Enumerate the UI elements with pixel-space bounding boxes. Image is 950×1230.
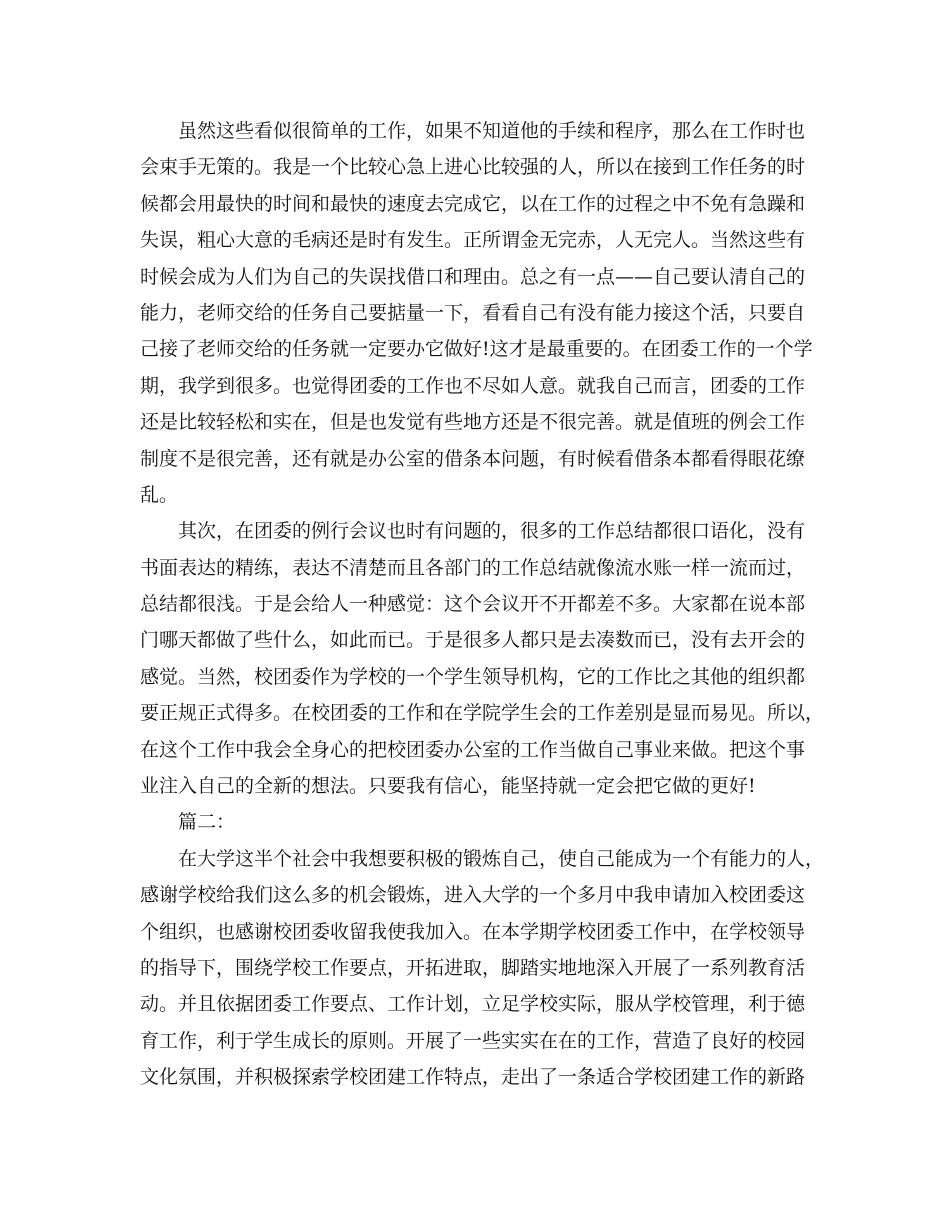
text-line: 育工作，利于学生成长的原则。开展了一些实实在在的工作，营造了良好的校园 xyxy=(140,1029,806,1052)
document-body xyxy=(140,113,825,1096)
text-line: 门哪天都做了些什么，如此而已。于是很多人都只是去凑数而已，没有去开会的 xyxy=(140,629,806,652)
text-line: 乱。 xyxy=(140,483,179,506)
text-line: 在这个工作中我会全身心的把校团委办公室的工作当做自己事业来做。把这个事 xyxy=(140,738,806,761)
text-line: 个组织，也感谢校团委收留我使我加入。在本学期学校团委工作中，在学校领导 xyxy=(140,920,806,943)
text-line: 感觉。当然，校团委作为学校的一个学生领导机构，它的工作比之其他的组织都 xyxy=(140,665,806,688)
text-line: 会束手无策的。我是一个比较心急上进心比较强的人，所以在接到工作任务的时 xyxy=(140,156,806,179)
text-line: 感谢学校给我们这么多的机会锻炼，进入大学的一个多月中我申请加入校团委这 xyxy=(140,884,806,907)
text-line: 虽然这些看似很简单的工作，如果不知道他的手续和程序，那么在工作时也 xyxy=(178,120,806,142)
text-line: 制度不是很完善，还有就是办公室的借条本问题，有时候看借条本都看得眼花缭 xyxy=(140,447,806,470)
text-line: 动。并且依据团委工作要点、工作计划，立足学校实际，服从学校管理，利于德 xyxy=(140,993,806,1016)
text-line: 篇二： xyxy=(178,811,236,834)
text-line: 要正规正式得多。在校团委的工作和在学院学生会的工作差别是显而易见。所以， xyxy=(140,702,825,725)
text-line: 其次，在团委的例行会议也时有问题的，很多的工作总结都很口语化，没有 xyxy=(178,520,806,543)
text-line: 还是比较轻松和实在，但是也发觉有些地方还是不很完善。就是值班的例会工作 xyxy=(140,411,806,434)
text-line: 业注入自己的全新的想法。只要我有信心，能坚持就一定会把它做的更好! xyxy=(140,775,756,798)
text-line: 期，我学到很多。也觉得团委的工作也不尽如人意。就我自己而言，团委的工作 xyxy=(140,374,806,397)
text-line: 失误，粗心大意的毛病还是时有发生。正所谓金无完赤，人无完人。当然这些有 xyxy=(140,229,806,252)
text-line: 能力，老师交给的任务自己要掂量一下，看看自己有没有能力接这个活，只要自 xyxy=(140,301,806,324)
text-line: 在大学这半个社会中我想要积极的锻炼自己，使自己能成为一个有能力的人， xyxy=(178,847,825,870)
text-line: 总结都很浅。于是会给人一种感觉：这个会议开不开都差不多。大家都在说本部 xyxy=(140,593,806,616)
text-line: 己接了老师交给的任务就一定要办它做好!这才是最重要的。在团委工作的一个学 xyxy=(140,338,813,361)
text-line: 的指导下，围绕学校工作要点，开拓进取，脚踏实地地深入开展了一系列教育活 xyxy=(140,956,806,979)
text-line: 文化氛围，并积极探索学校团建工作特点，走出了一条适合学校团建工作的新路 xyxy=(140,1066,806,1089)
text-line: 候都会用最快的时间和最快的速度去完成它，以在工作的过程之中不免有急躁和 xyxy=(140,192,806,215)
text-line: 时候会成为人们为自己的失误找借口和理由。总之有一点——自己要认清自己的 xyxy=(140,265,806,288)
text-line: 书面表达的精练，表达不清楚而且各部门的工作总结就像流水账一样一流而过， xyxy=(140,556,806,579)
